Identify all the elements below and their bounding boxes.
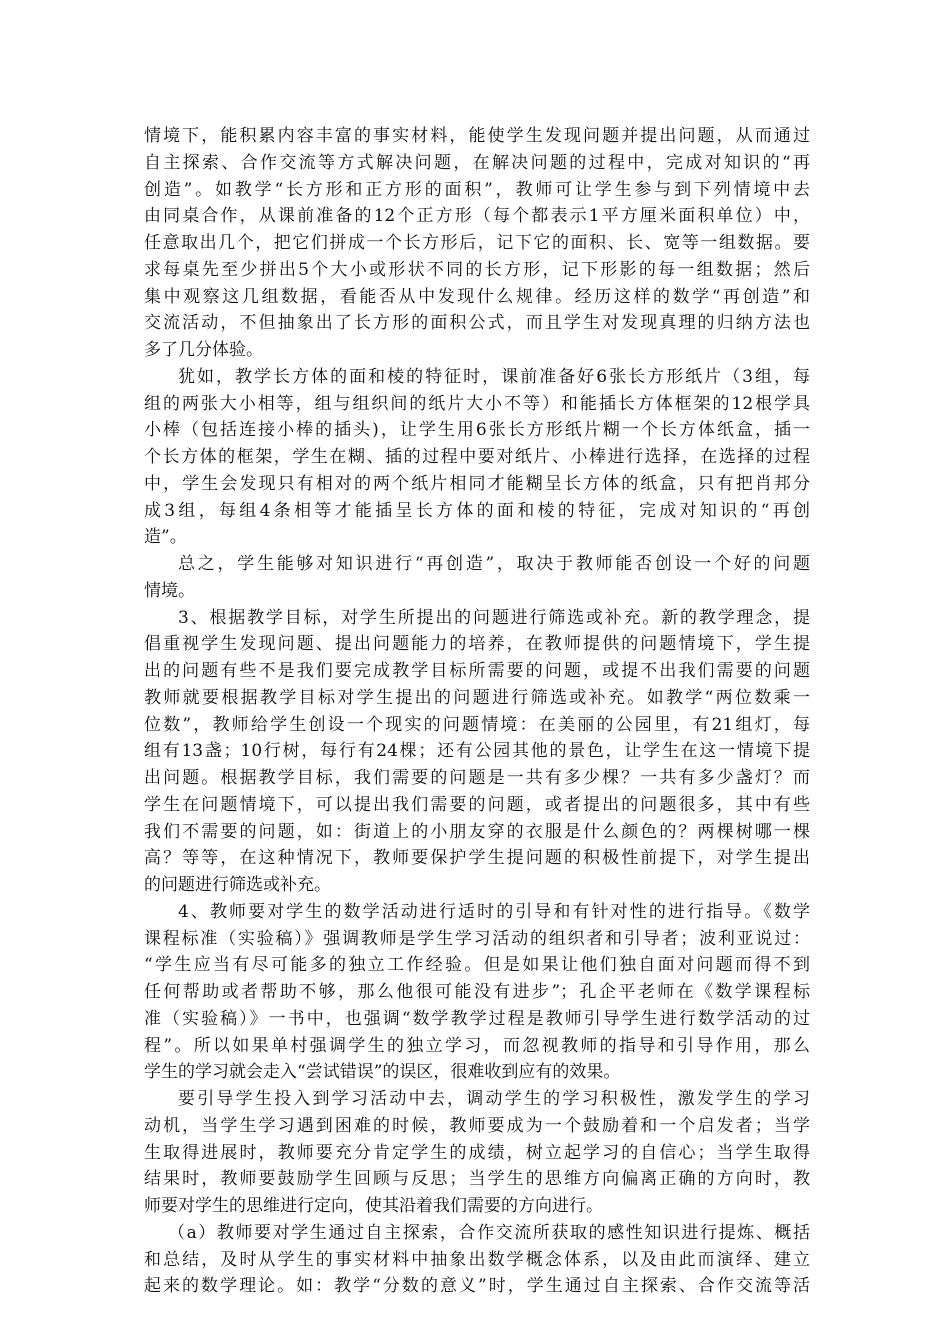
text-line: 课程标准（实验稿）》强调教师是学生学习活动的组织者和引导者；波利亚说过： [144,928,810,949]
text-line: 自主探索、合作交流等方式解决问题，在解决问题的过程中，完成对知识的“再 [144,152,810,173]
text-line: 要引导学生投入到学习活动中去，调动学生的学习积极性，激发学生的学习 [178,1089,810,1109]
text-line: 任何帮助或者帮助不够，那么他很可能没有进步”；孔企平老师在《数学课程标 [144,982,810,1002]
text-line: 起来的数学理论。如：教学“分数的意义”时，学生通过自主探索、合作交流等活 [144,1276,810,1297]
text-line: 由同桌合作，从课前准备的12个正方形（每个都表示1平方厘米面积单位）中， [144,206,810,227]
text-line: 程”。所以如果单村强调学生的独立学习，而忽视教师的指导和引导作用，那么 [144,1035,810,1056]
text-line: 创造”。如教学“长方形和正方形的面积”，教师可让学生参与到下列情境中去 [144,179,810,200]
text-line: 和总结，及时从学生的事实材料中抽象出数学概念体系，以及由此而演绎、建立 [144,1249,810,1270]
text-line: 我们不需要的问题，如：街道上的小朋友穿的衣服是什么颜色的？两棵树哪一棵 [144,821,810,842]
text-line: 集中观察这几组数据，看能否从中发现什么规律。经历这样的数学“再创造”和 [144,286,810,307]
text-line: 倡重视学生发现问题、提出问题能力的培养，在教师提供的问题情境下，学生提 [144,634,810,655]
text-line: 生取得进展时，教师要充分肯定学生的成绩，树立起学习的自信心；当学生取得 [144,1142,810,1163]
text-line: “学生应当有尽可能多的独立工作经验。但是如果让他们独自面对问题而得不到 [144,955,810,976]
text-line: 结果时，教师要鼓励学生回顾与反思；当学生的思维方向偏离正确的方向时，教 [144,1169,810,1190]
text-line: 学生的学习就会走入“尝试错误”的误区，很难收到应有的效果。 [144,1062,621,1083]
text-line: 4、教师要对学生的数学活动进行适时的引导和有针对性的进行指导。《数学 [178,901,810,922]
text-line: 位数”，教师给学生创设一个现实的问题情境：在美丽的公园里，有21组灯，每 [144,714,810,735]
text-line: 学生在问题情境下，可以提出我们需要的问题，或者提出的问题很多，其中有些 [144,794,810,815]
text-line: （a）教师要对学生通过自主探索，合作交流所获取的感性知识进行提炼、概括 [168,1222,810,1243]
text-line: 出问题。根据教学目标，我们需要的问题是一共有多少棵？一共有多少盏灯？而 [144,768,810,788]
text-line: 犹如，教学长方体的面和棱的特征时，课前准备好6张长方形纸片（3组，每 [178,366,810,387]
text-line: 交流活动，不但抽象出了长方形的面积公式，而且学生对发现真理的归纳方法也 [144,313,810,334]
body-text [144,123,810,1300]
text-line: 情境。 [144,580,195,601]
text-line: 出的问题有些不是我们要完成教学目标所需要的问题，或提不出我们需要的问题 [144,661,810,681]
text-line: 动机，当学生学习遇到困难的时候，教师要成为一个鼓励着和一个启发者；当学 [144,1115,810,1136]
text-line: 准（实验稿）》一书中，也强调“数学教学过程是教师引导学生进行数学活动的过 [144,1008,810,1029]
text-line: 教师就要根据教学目标对学生提出的问题进行筛选或补充。如教学“两位数乘一 [144,687,810,708]
text-line: 3、根据教学目标，对学生所提出的问题进行筛选或补充。新的教学理念，提 [178,607,810,628]
text-line: 个长方体的框架，学生在糊、插的过程中要对纸片、小棒进行选择，在选择的过程 [144,447,810,467]
text-line: 的问题进行筛选或补充。 [144,875,331,895]
text-line: 任意取出几个，把它们拼成一个长方形后，记下它的面积、长、宽等一组数据。要 [144,233,810,253]
text-line: 中，学生会发现只有相对的两个纸片相同才能糊呈长方体的纸盒，只有把肖邦分 [144,473,810,494]
text-line: 造”。 [144,527,187,548]
text-line: 师要对学生的思维进行定向，使其沿着我们需要的方向进行。 [144,1196,603,1216]
text-line: 成3组，每组4条相等才能插呈长方体的面和棱的特征，完成对知识的“再创 [144,500,810,521]
text-line: 总之，学生能够对知识进行“再创造”，取决于教师能否创设一个好的问题 [178,554,810,574]
text-line: 情境下，能积累内容丰富的事实材料，能使学生发现问题并提出问题，从而通过 [144,126,810,146]
text-line: 小棒（包括连接小棒的插头)，让学生用6张长方形纸片糊一个长方体纸盒，插一 [144,420,810,441]
text-line: 高？等等，在这种情况下，教师要保护学生提问题的积极性前提下，对学生提出 [144,848,810,869]
text-line: 多了几分体验。 [144,340,263,360]
text-line: 组有13盏；10行树，每行有24棵；还有公园其他的景色，让学生在这一情境下提 [144,741,810,762]
text-line: 求每桌先至少拼出5个大小或形状不同的长方形，记下形影的每一组数据；然后 [144,259,810,280]
text-line: 组的两张大小相等，组与组织间的纸片大小不等）和能插长方体框架的12根学具 [144,393,810,414]
